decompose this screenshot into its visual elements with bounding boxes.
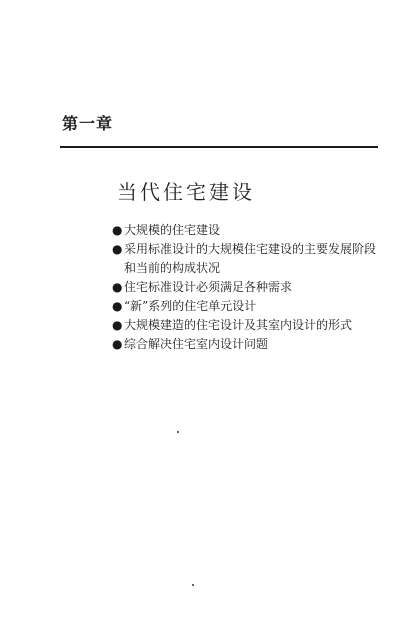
list-item-text: 大规模建造的住宅设计及其室内设计的形式	[124, 318, 353, 332]
list-item-text: 采用标准设计的大规模住宅建设的主要发展阶段和当前的构成状况	[124, 242, 377, 275]
list-item	[112, 335, 380, 354]
bullet-icon: ●	[112, 242, 123, 256]
bullet-icon: ●	[112, 299, 123, 313]
list-item-text: 住宅标准设计必须满足各种需求	[124, 280, 293, 294]
list-item-text: 大规模的住宅建设	[124, 223, 221, 237]
bullet-icon: ●	[112, 223, 123, 237]
scan-speck	[192, 584, 194, 586]
bullet-icon: ●	[112, 280, 123, 294]
chapter-title: 当代住宅建设	[117, 180, 255, 204]
bullet-icon: ●	[112, 337, 123, 351]
list-item	[112, 221, 380, 240]
list-item-text: “新”系列的住宅单元设计	[124, 299, 257, 313]
chapter-label: 第一章	[62, 114, 114, 133]
bullet-icon: ●	[112, 318, 123, 332]
list-item	[112, 278, 380, 297]
list-item	[112, 240, 380, 278]
list-item	[112, 297, 380, 316]
chapter-rule	[60, 146, 378, 148]
list-item-text: 综合解决住宅室内设计问题	[124, 337, 269, 351]
scan-speck	[177, 431, 179, 433]
list-item	[112, 316, 380, 335]
section-list	[112, 221, 380, 354]
